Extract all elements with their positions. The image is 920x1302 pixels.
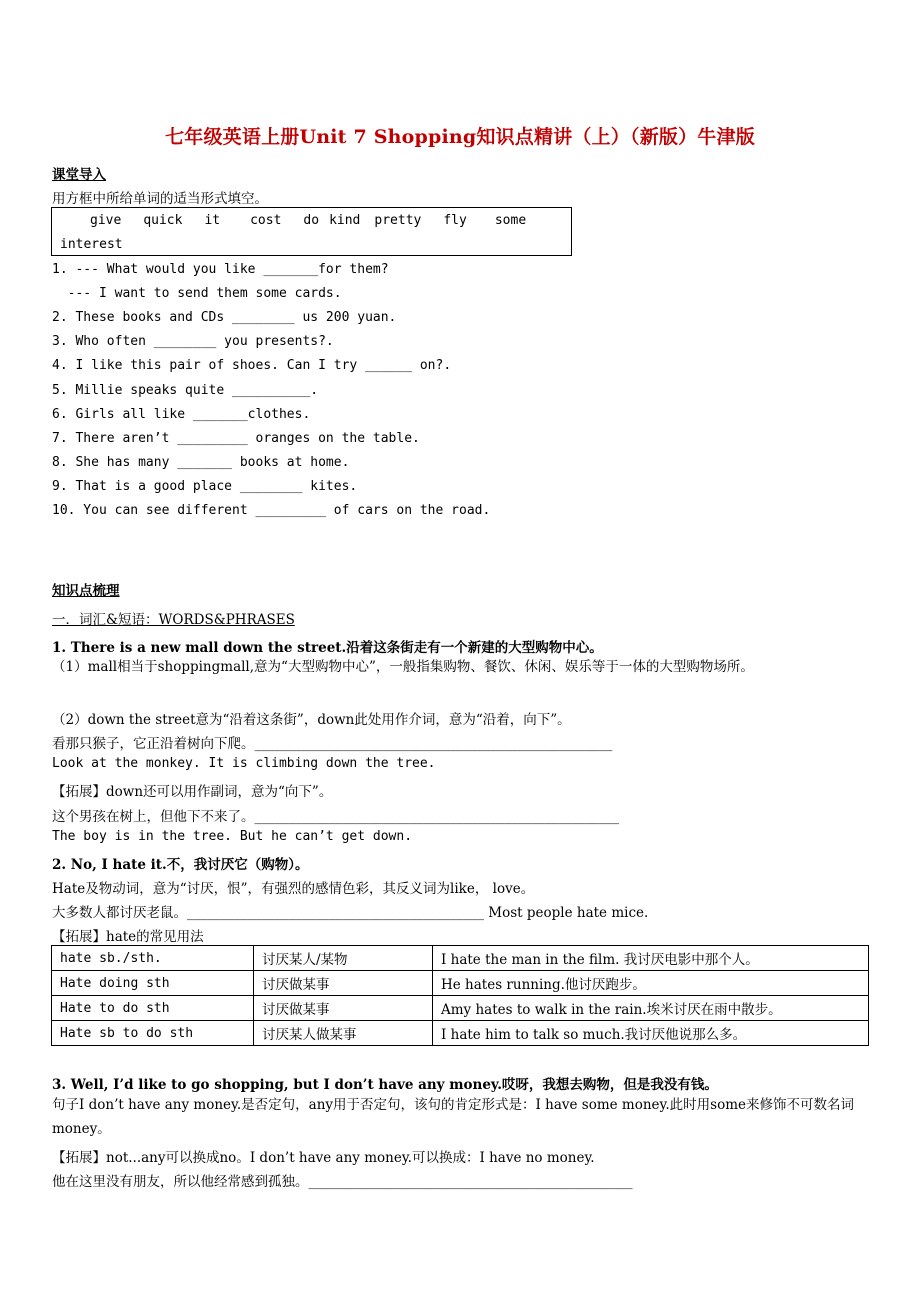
question: 7. There aren’t _________ oranges on the table. xyxy=(52,431,420,446)
table-row xyxy=(52,971,869,996)
table-cell: Amy hates to walk in the rain.埃米讨厌在雨中散步。 xyxy=(433,996,869,1021)
exercise-line: 看那只猴子，它正沿着树向下爬。_____________________________________________________ xyxy=(52,736,613,752)
table-cell: Hate doing sth xyxy=(52,971,254,996)
extension-note: 【拓展】hate的常见用法 xyxy=(52,929,204,945)
intro-heading: 课堂导入 xyxy=(52,167,106,183)
question: 1. --- What would you like _______for them? xyxy=(52,262,389,277)
word-item: some xyxy=(494,213,527,228)
page-title: 七年级英语上册Unit 7 Shopping知识点精讲（上）（新版）牛津版 xyxy=(165,126,755,148)
question: 4. I like this pair of shoes. Can I try ______ on?. xyxy=(52,358,452,373)
question: 8. She has many _______ books at home. xyxy=(52,455,350,470)
word-item: give xyxy=(90,213,122,228)
word-box-row1 xyxy=(90,213,526,228)
hate-usage-table xyxy=(51,945,869,1046)
point-title: 2. No, I hate it.不，我讨厌它（购物）。 xyxy=(52,857,309,873)
question: 6. Girls all like _______clothes. xyxy=(52,407,311,422)
point-title: 1. There is a new mall down the street.沿着这条街走有一个新建的大型购物中心。 xyxy=(52,640,603,656)
table-cell: 讨厌做某事 xyxy=(254,971,433,996)
note-text: （1）mall相当于shoppingmall,意为“大型购物中心”，一般指集购物、餐饮、休闲、娱乐等于一体的大型购物场所。 xyxy=(52,659,754,675)
point-title: 3. Well, I’d like to go shopping, but I don’t have any money.哎呀，我想去购物，但是我没有钱。 xyxy=(52,1077,718,1093)
word-item: quick xyxy=(143,213,183,228)
question: 3. Who often ________ you presents?. xyxy=(52,334,334,349)
knowledge-heading: 知识点梳理 xyxy=(52,583,120,599)
note-text: 句子I don’t have any money.是否定句，any用于否定句，该句的肯定形式是：I have some money.此时用some来修饰不可数名词money。 xyxy=(52,1097,855,1137)
table-cell: I hate the man in the film. 我讨厌电影中那个人。 xyxy=(433,946,869,971)
question: --- I want to send them some cards. xyxy=(52,286,342,301)
table-cell: Hate to do sth xyxy=(52,996,254,1021)
word-item: fly xyxy=(443,213,467,228)
table-row xyxy=(52,1021,869,1046)
note-text: （2）down the street意为“沿着这条街”，down此处用作介词，意为“沿着，向下”。 xyxy=(52,712,571,728)
question: 9. That is a good place ________ kites. xyxy=(52,479,358,494)
table-row xyxy=(52,996,869,1021)
note-text: Hate及物动词，意为“讨厌，恨”，有强烈的感情色彩，其反义词为like， love。 xyxy=(52,881,535,897)
table-row xyxy=(52,946,869,971)
word-item: interest xyxy=(60,237,123,252)
table-cell: I hate him to talk so much.我讨厌他说那么多。 xyxy=(433,1021,869,1046)
table-cell: hate sb./sth. xyxy=(52,946,254,971)
question: 10. You can see different _________ of cars on the road. xyxy=(52,503,491,518)
intro-instruction: 用方框中所给单词的适当形式填空。 xyxy=(52,191,268,207)
question: 5. Millie speaks quite __________. xyxy=(52,383,319,398)
exercise-line: 这个男孩在树上，但他下不来了。______________________________________________________ xyxy=(52,809,619,825)
exercise-line: 大多数人都讨厌老鼠。____________________________________________ Most people hate mice. xyxy=(52,905,649,921)
table-cell: 讨厌某人做某事 xyxy=(254,1021,433,1046)
word-item: do xyxy=(303,213,320,228)
answer-text: Look at the monkey. It is climbing down the tree. xyxy=(52,756,436,771)
extension-note: 【拓展】not...any可以换成no。I don’t have any money.可以换成：I have no money. xyxy=(52,1150,595,1166)
word-item: kind xyxy=(329,213,361,228)
word-item: pretty xyxy=(374,213,422,228)
table-cell: 讨厌做某事 xyxy=(254,996,433,1021)
table-cell: Hate sb to do sth xyxy=(52,1021,254,1046)
word-item: it xyxy=(204,213,221,228)
extension-note: 【拓展】down还可以用作副词，意为“向下”。 xyxy=(52,784,333,800)
table-cell: 讨厌某人/某物 xyxy=(254,946,433,971)
word-item: cost xyxy=(250,213,282,228)
table-cell: He hates running.他讨厌跑步。 xyxy=(433,971,869,996)
answer-text: The boy is in the tree. But he can’t get down. xyxy=(52,829,413,844)
section-heading: 一．词汇&短语：WORDS&PHRASES xyxy=(52,612,295,628)
exercise-line: 他在这里没有朋友，所以他经常感到孤独。________________________________________________ xyxy=(52,1174,633,1190)
question: 2. These books and CDs ________ us 200 yuan. xyxy=(52,310,397,325)
word-box xyxy=(51,207,572,256)
